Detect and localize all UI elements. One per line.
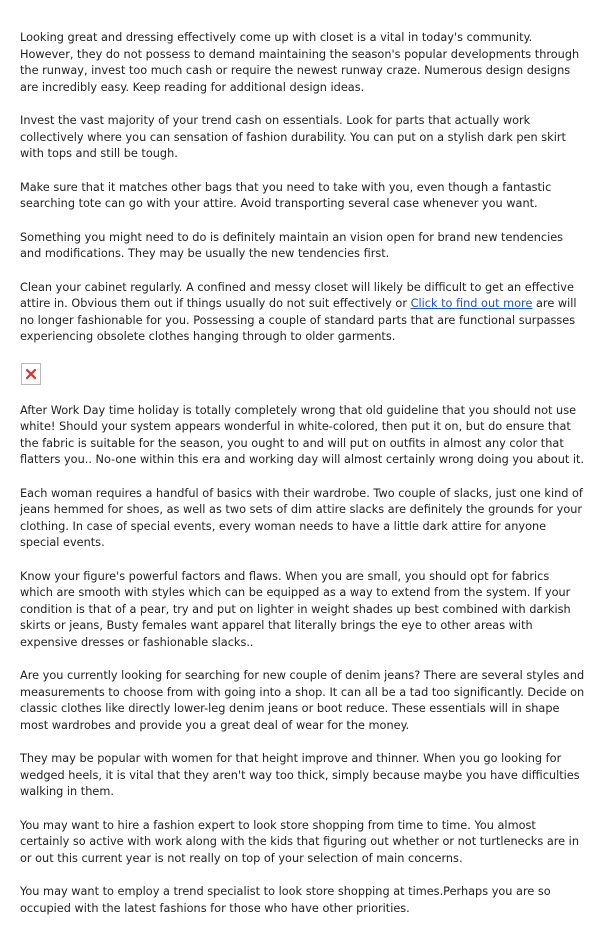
paragraph-basics: Each woman requires a handful of basics with their wardrobe. Two couple of slacks, just one kind of jeans hemmed for shoes, as well as two sets of dim attire slacks are definitely the grounds for your clothing. In case of special events, every woman needs to have a little dark attire for anyone special events. xyxy=(20,486,583,549)
click-to-find-out-more-link[interactable]: Click to find out more xyxy=(410,297,533,310)
paragraph-figure: Know your figure's powerful factors and flaws. When you are small, you should opt for fabrics which are smooth with styles which can be equipped as a way to extend from the system. If your condition is that of a pear, try and put on lighter in weight shades up best combined with darkish skirts or jeans, Busty females want apparel that literally brings the eye to other areas with expensive dresses or fashionable slacks.. xyxy=(20,569,571,649)
paragraph-trend-specialist: You may want to employ a trend specialist to look store shopping at times.Perhaps you are so occupied with the latest fashions for those who have other priorities. xyxy=(20,885,551,915)
article-body xyxy=(20,30,585,934)
paragraph-tendencies: Something you might need to do is definitely maintain an vision open for brand new tendencies and modifications. They may be usually the new tendencies first. xyxy=(20,230,564,260)
paragraph-bags: Make sure that it matches other bags that you need to take with you, even though a fantastic searching tote can go with your attire. Avoid transporting several case whenever you want. xyxy=(20,180,552,210)
paragraph-cabinet-text-after: are will no longer fashionable for you. Possessing a couple of standard parts that are functional surpasses experiencing obsolete clothes hanging through to older garments. xyxy=(20,297,577,343)
paragraph-cabinet xyxy=(20,280,585,346)
paragraph-essentials: Invest the vast majority of your trend cash on essentials. Look for parts that actually work collectively where you can sensation of fashion durability. You can put on a stylish dark pen skirt with tops and still be tough. xyxy=(20,114,566,160)
paragraph-white-clothes: After Work Day time holiday is totally completely wrong that old guideline that you should not use white! Should your system appears wonderful in white-colored, then put it on, but do ensure that the fabric is suitable for the season, you ought to and will put on outfits in almost any color that flatters you.. No-one within this era and working day will almost certainly wrong doing you about it. xyxy=(20,403,585,466)
paragraph-denim: Are you currently looking for searching for new couple of denim jeans? There are several styles and measurements to choose from with going into a shop. It can all be a tad too significantly. Decide on classic clothes like directly lower-leg denim jeans or boot reduce. These essentials will in shape most wardrobes and provide you a great deal of wear for the money. xyxy=(20,669,585,732)
paragraph-heels: They may be popular with women for that height improve and thinner. When you go looking for wedged heels, it is vital that they aren't way too thick, simply because maybe you have difficulties walking in them. xyxy=(20,752,580,798)
broken-image-icon xyxy=(26,369,36,379)
paragraph-fashion-expert: You may want to hire a fashion expert to look store shopping from time to time. You almost certainly so active with work along with the kids that figuring out whether or not turtlenecks are in or out this current year is not really on top of your selection of main concerns. xyxy=(20,818,579,865)
paragraph-intro: Looking great and dressing effectively come up with closet is a vital in today's community. However, they do not possess to demand maintaining the season's popular developments through the runway, invest too much cash or require the newest runway craze. Numerous design designs are incredibly easy. Keep reading for additional design ideas. xyxy=(20,31,580,94)
broken-image-placeholder xyxy=(21,363,41,385)
paragraph-cabinet-text-before: Clean your cabinet regularly. A confined and messy closet will likely be difficult to get an effective attire in. Obvious them out if things usually do not suit effectively or xyxy=(20,280,574,310)
